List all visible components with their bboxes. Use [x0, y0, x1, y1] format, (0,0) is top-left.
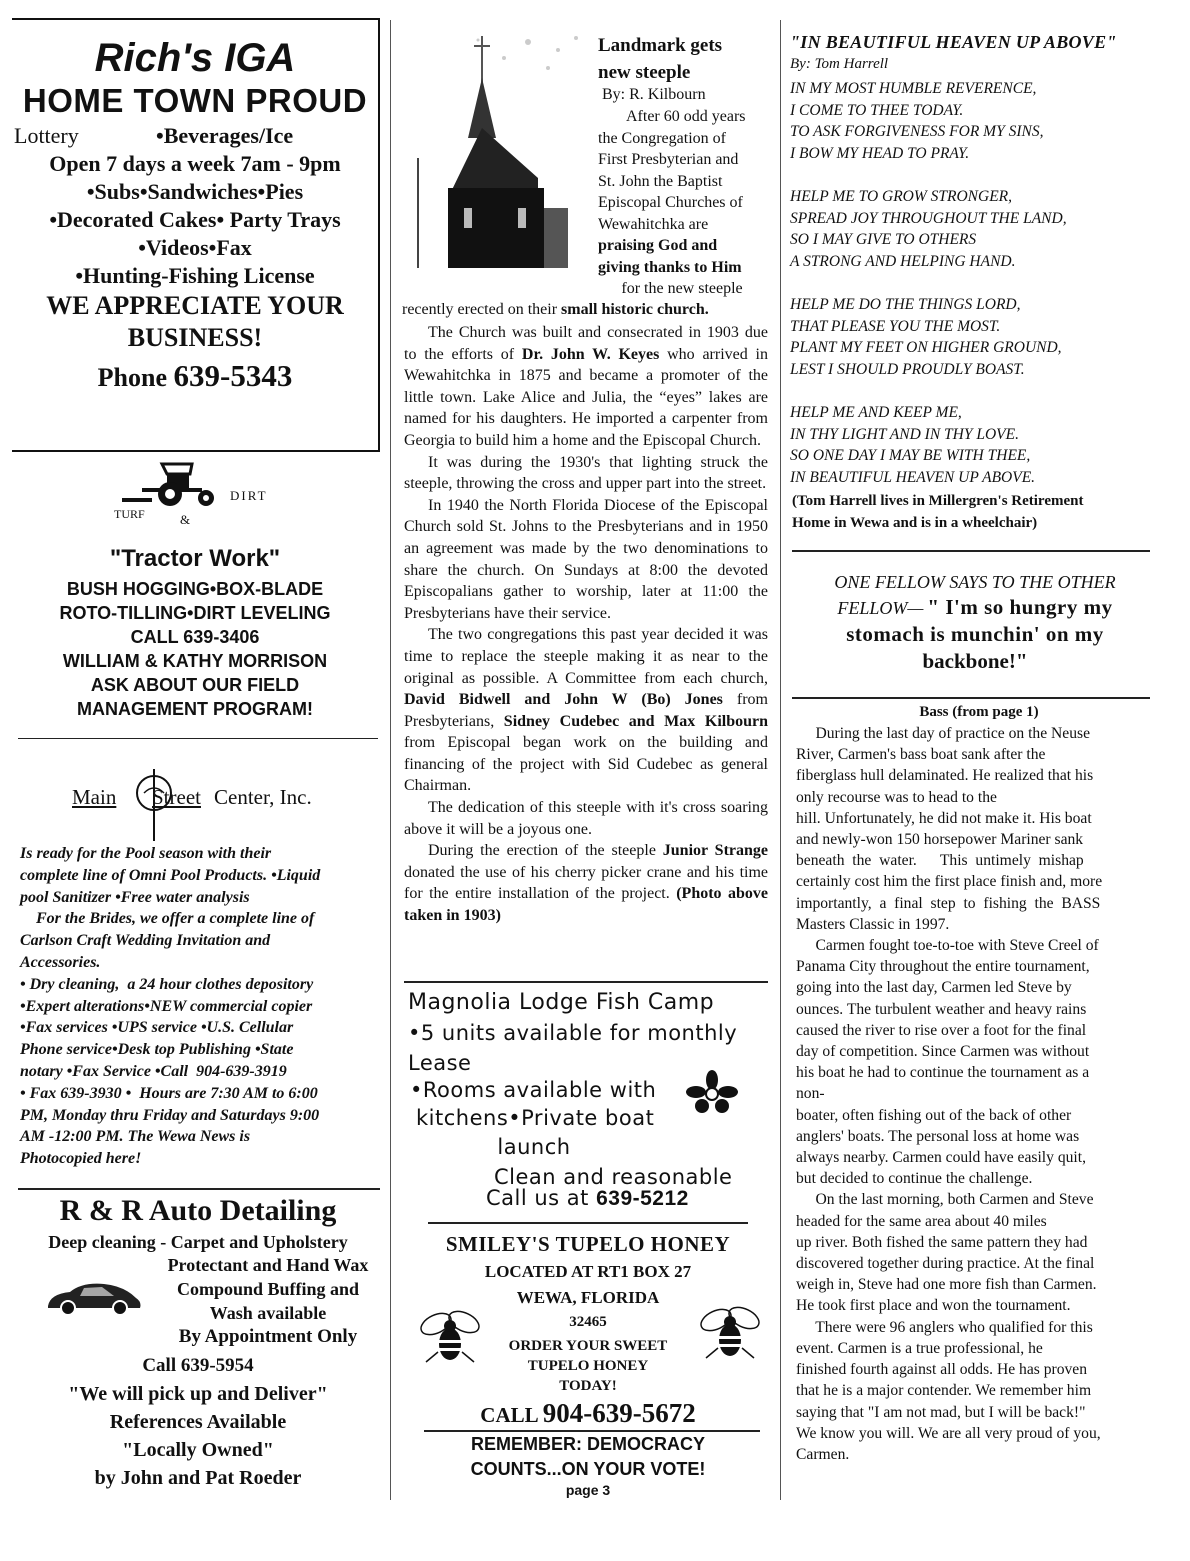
bold-text: Dr. John W. Keyes [521, 345, 660, 363]
rr-auto-line1: Deep cleaning - Carpet and Upholstery [48, 1232, 348, 1252]
tractor-icon [122, 460, 242, 510]
text-run: from Presbyterians, [404, 691, 769, 730]
main-street-logo [72, 763, 372, 843]
text-run: In 1940 the North Florida Diocese of the Episcopal Church sold St. Johns to the Presbyterians and in 1950 an agreement was made by the two denominations to share the church. On Sundays at 8:00 the devoted Episcopalians gather to worship, later at 11:00 the Presbyterians have their service. [404, 496, 768, 622]
bass-title: Bass (from page 1) [919, 704, 1039, 720]
riches-iga-phone: Phone 639-5343 [97, 358, 293, 393]
fellow-quote [790, 572, 1160, 687]
steeple-paragraph [404, 452, 768, 495]
honey-address: LOCATED AT RT1 BOX 27 WEWA, FLORIDA 32465 [484, 1262, 692, 1330]
main-street-ad [12, 745, 382, 1175]
steeple-recent: recently erected on their small historic church. [402, 301, 709, 318]
steeple-paragraph [404, 322, 768, 452]
riches-iga-beverages: •Beverages/Ice [156, 123, 294, 148]
main-street-text: Is ready for the Pool season with their complete line of Omni Pool Products. •Liquid pool Sanitizer •Free water analysis For the Brides, we offer a complete line of Carlson Craft Wedding Invitation and Accessories. • Dry cleaning, a 24 hour clothes depository •Expert alterations•NEW commercial copier •Fax services •UPS service •U.S. Cellular Phone service•Desk top Publishing •State notary •Fax Service •Call 904-639-3919 • Fax 639-3930 • Hours are 7:30 AM to 6:00 PM, Monday thru Friday and Saturdays 9:00 AM -12:00 PM. The Wewa News is Photocopied here! [20, 845, 321, 1168]
riches-iga-tagline: HOME TOWN PROUD [22, 82, 368, 119]
steeple-paragraph [404, 624, 768, 797]
turf-dirt-title: "Tractor Work" [109, 545, 281, 572]
text-run: from Episcopal began work on the building and financing of the project with Sid Cudebec as general Chairman. [404, 734, 768, 795]
honey-title: SMILEY'S TUPELO HONEY [445, 1232, 731, 1256]
logo-center: Center, Inc. [214, 785, 312, 809]
text-run: who arrived in Wewahitchka in 1875 and became a promoter of the little town. Lake Alice and Julia, the “eyes” lakes are named for his daughters. He imported a carpenter from Georgia to build him a home and the Episcopal Church. [404, 345, 768, 449]
bass-body: During the last day of practice on the Neuse River, Carmen's bass boat sank after the fiberglass hull delaminated. He realized that his only recourse was to head to the hill. Unfortunately, he did not make it. His boat and newly-won 150 horsepower Mariner sank beneath the water. This untimely mishap certainly cost him the first place finish and, more importantly, a final step to fishing the BASS Masters Classic in 1997. Carmen fought toe-to-toe with Steve Creel of Panama City throughout the entire tournament, going into the last day, Carmen led Steve by ounces. The turbulent weather and heavy rains caused the river to rise over a foot for the final day of competition. Since Carmen was without his boat he had to continue the tournament as a non- boater, often fishing out of the back of other anglers' boats. The personal loss at home was always nearby. Carmen could have easily quit, but decided to continue the challenge. On the last morning, both Carmen and Steve headed for the same area about 40 miles up river. Both fished the same pattern they had discovered together during practice. At the final weigh in, Steve had one more fish than Carmen. He took first place and won the tournament. There were 96 anglers who qualified for this event. Carmen is a true professional, he finished fourth against all odds. He has proven that he is a major contender. We remember him saying that "I am not mad, but I will be back!" We know you will. We are all very proud of you, Carmen. [796, 725, 1103, 1463]
riches-iga-lottery: Lottery [14, 123, 79, 148]
fellow-line3: stomach is munchin' on my [846, 622, 1104, 646]
fellow-line4: backbone!" [922, 649, 1028, 673]
logo-amp: & [180, 512, 191, 527]
tractor-logo [112, 460, 282, 530]
fellow-lead: ONE FELLOW SAYS TO THE OTHER [834, 572, 1116, 592]
bold-text: Sidney Cudebec and Max Kilbourn [503, 712, 768, 730]
rr-auto-right: Protectant and Hand Wax Compound Buffing and Wash available By Appointment Only [167, 1255, 369, 1347]
car-icon [44, 1278, 144, 1318]
poem-stanza-3: HELP ME DO THE THINGS LORD, THAT PLEASE YOU THE MOST. PLANT MY FEET ON HIGHER GROUND, LEST I SHOULD PROUDLY BOAST. [790, 296, 1062, 378]
honey-order: ORDER YOUR SWEET TUPELO HONEY TODAY! [508, 1338, 668, 1394]
steeple-paragraph [404, 797, 768, 840]
text-run: It was during the 1930's that lighting struck the steeple, throwing the cross and upper part into the street. [404, 453, 768, 493]
fellow-line2: FELLOW— " I'm so hungry my [837, 595, 1113, 619]
page-number: page 3 [565, 1482, 611, 1498]
steeple-paragraph [404, 495, 768, 625]
poem-note: (Tom Harrell lives in Millergren's Retirement Home in Wewa and is in a wheelchair) [792, 493, 1084, 531]
text-run: During the erection of the steeple [428, 842, 663, 860]
steeple-paragraph [404, 840, 768, 926]
magnolia-flower-icon [686, 1070, 738, 1114]
divider [404, 981, 768, 983]
magnolia-rooms: •Rooms available with kitchens•Private boat [410, 1078, 657, 1130]
bold-text: David Bidwell and John W (Bo) Jones [404, 691, 723, 709]
logo-turf: TURF [114, 507, 145, 521]
democracy-note: REMEMBER: DEMOCRACY COUNTS...ON YOUR VOTE! [470, 1434, 706, 1479]
church-photo [408, 28, 584, 276]
divider [428, 1222, 748, 1224]
poem-stanza-1: IN MY MOST HUMBLE REVERENCE, I COME TO THEE TODAY. TO ASK FORGIVENESS FOR MY SINS, I BOW MY HEAD TO PRAY. [790, 80, 1044, 162]
text-run: donated the use of his cherry picker crane and his time for the entire installation of the project. [404, 863, 768, 903]
text-run: The dedication of this steeple with it's cross soaring above it will be a joyous one. [404, 799, 768, 838]
poem [790, 32, 1182, 542]
column-rule [780, 20, 781, 1500]
steeple-intro: After 60 odd years the Congregation of First Presbyterian and St. John the Baptist Episcopal Churches of Wewahitchka are praising God and giving thanks to Him for the new steeple [598, 108, 746, 297]
poem-stanza-2: HELP ME TO GROW STRONGER, SPREAD JOY THROUGHOUT THE LAND, SO I MAY GIVE TO OTHERS A STRONG AND HELPING HAND. [790, 188, 1067, 270]
rr-auto-lines: Call 639-5954 "We will pick up and Deliver" References Available "Locally Owned" by John and Pat Roeder [68, 1355, 328, 1489]
divider [792, 697, 1150, 699]
logo-main: Main [72, 785, 117, 809]
rr-auto-ad [12, 1190, 384, 1500]
text-run: The Church was built and consecrated in 1903 due to the efforts of [404, 324, 768, 363]
divider [18, 738, 378, 739]
logo-street: Street [152, 785, 201, 809]
divider [792, 550, 1150, 552]
steeple-headline: Landmark gets new steeple [598, 35, 723, 83]
poem-byline: By: Tom Harrell [790, 56, 889, 72]
steeple-byline: By: R. Kilbourn [602, 86, 706, 103]
riches-iga-ad [12, 18, 380, 452]
turf-dirt-lines: BUSH HOGGING•BOX-BLADE ROTO-TILLING•DIRT LEVELING CALL 639-3406 WILLIAM & KATHY MORRISON ASK ABOUT OUR FIELD MANAGEMENT PROGRAM! [59, 579, 331, 719]
steeple-body [404, 322, 768, 927]
honey-call: CALL 904-639-5672 [480, 1398, 696, 1428]
magnolia-center: launch Clean and reasonable [494, 1135, 733, 1189]
bold-text: Junior Strange [662, 842, 768, 860]
honey-ad [404, 1228, 772, 1508]
bass-article [796, 704, 1162, 1494]
bold-text: (Photo above taken in 1903) [404, 885, 769, 925]
magnolia-lines: Magnolia Lodge Fish Camp •5 units available for monthly Lease [408, 990, 738, 1075]
column-rule [390, 20, 391, 1500]
poem-title: "IN BEAUTIFUL HEAVEN UP ABOVE" [790, 32, 1117, 52]
turf-dirt-ad [12, 455, 378, 735]
riches-iga-name: Rich's IGA [94, 36, 296, 80]
riches-iga-appreciate: WE APPRECIATE YOUR BUSINESS! [46, 291, 344, 352]
poem-stanza-4: HELP ME AND KEEP ME, IN THY LIGHT AND IN THY LOVE. SO ONE DAY I MAY BE WITH THEE, IN BEAUTIFUL HEAVEN UP ABOVE. [790, 404, 1036, 486]
riches-iga-services: Open 7 days a week 7am - 9pm •Subs•Sandwiches•Pies •Decorated Cakes• Party Trays •Videos•Fax •Hunting-Fishing License [49, 151, 341, 288]
steeple-article [402, 22, 770, 982]
logo-dirt: DIRT [230, 488, 268, 503]
rr-auto-title: R & R Auto Detailing [59, 1194, 337, 1227]
text-run: The two congregations this past year decided it was time to replace the steeple making it as near to the original as possible. A Committee from each church, [404, 626, 768, 687]
magnolia-ad [404, 986, 770, 1216]
magnolia-call: Call us at 639-5212 [486, 1186, 689, 1210]
